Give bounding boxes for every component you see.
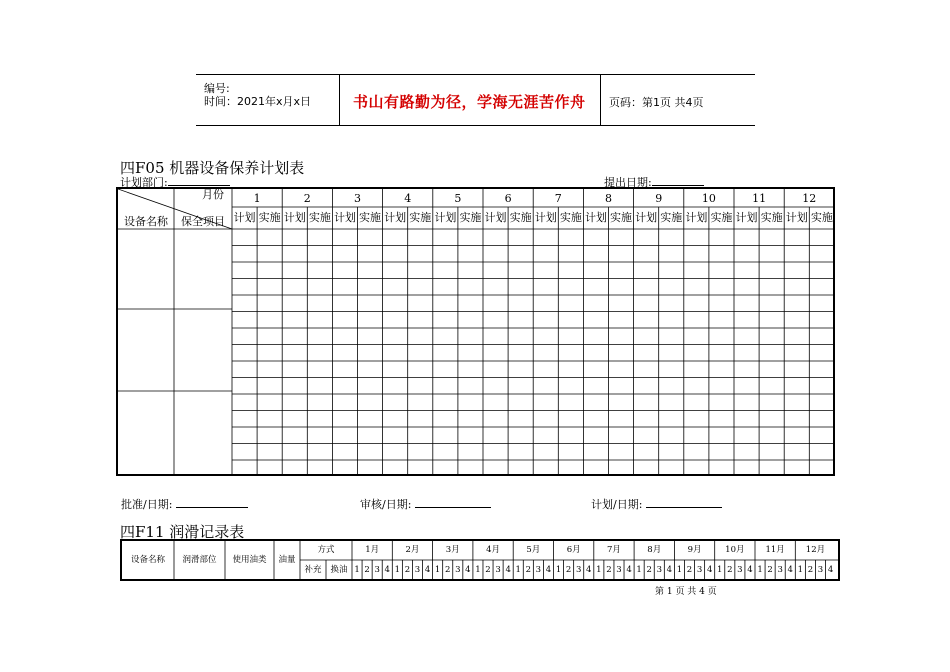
lub-week-label: 2 — [646, 565, 652, 575]
lub-week-label: 1 — [757, 565, 763, 575]
oil-type-col-label: 使用油类 — [232, 555, 267, 565]
lub-week-label: 4 — [505, 565, 511, 575]
lub-week-label: 2 — [767, 565, 773, 575]
maintenance-plan-table — [116, 187, 835, 476]
review-line — [415, 497, 491, 508]
exec-col-label: 实施 — [710, 211, 733, 224]
time-label: 时间：2021年x月x日 — [204, 95, 312, 108]
plan-sign-label: 计划/日期: — [591, 498, 643, 511]
exec-col-label: 实施 — [258, 211, 281, 224]
exec-col-label: 实施 — [359, 211, 382, 224]
exec-col-label: 实施 — [559, 211, 582, 224]
exec-col-label: 实施 — [660, 211, 683, 224]
form2-title: 四F11 润滑记录表 — [120, 523, 245, 541]
lub-week-label: 1 — [555, 565, 562, 575]
lub-month-label: 9月 — [687, 545, 702, 555]
lub-week-label: 3 — [817, 565, 824, 575]
lub-week-label: 4 — [706, 565, 713, 575]
plan-dept-line — [168, 175, 230, 186]
lub-month-label: 10月 — [725, 545, 745, 555]
exec-col-label: 实施 — [409, 211, 432, 224]
plan-col-label: 计划 — [735, 211, 758, 224]
lub-week-label: 3 — [696, 565, 703, 575]
month-number: 9 — [655, 192, 663, 205]
plan-col-label: 计划 — [384, 211, 407, 224]
lub-month-label: 1月 — [365, 545, 380, 555]
lub-month-label: 11月 — [765, 545, 785, 555]
plan-col-label: 计划 — [584, 211, 607, 224]
lub-week-label: 4 — [787, 565, 793, 575]
submit-date-label: 提出日期: — [604, 176, 652, 189]
lub-week-label: 1 — [596, 565, 602, 575]
method-fill-label: 补充 — [304, 565, 322, 575]
lub-week-label: 3 — [575, 565, 582, 575]
lub-week-label: 3 — [777, 565, 783, 575]
lub-week-label: 2 — [444, 565, 451, 575]
lub-week-label: 3 — [414, 565, 421, 575]
exec-col-label: 实施 — [509, 211, 532, 224]
lub-week-label: 4 — [666, 565, 673, 575]
month-number: 10 — [701, 192, 716, 205]
month-number: 8 — [604, 192, 612, 205]
lub-week-label: 4 — [626, 565, 632, 575]
method-label: 方式 — [317, 545, 335, 555]
lub-month-label: 6月 — [566, 545, 581, 555]
lub-week-label: 4 — [747, 565, 753, 575]
plan-dept-label: 计划部门: — [120, 176, 168, 189]
method-change-label: 换油 — [330, 565, 348, 575]
lub-month-label: 8月 — [647, 545, 662, 555]
exec-col-label: 实施 — [810, 211, 833, 224]
exec-col-label: 实施 — [308, 211, 331, 224]
plan-col-label: 计划 — [534, 211, 557, 224]
plan-col-label: 计划 — [685, 211, 708, 224]
lub-week-label: 3 — [455, 565, 461, 575]
lub-week-label: 1 — [475, 565, 481, 575]
item-header-label: 保全项目 — [181, 215, 225, 228]
lub-week-label: 4 — [465, 565, 471, 575]
plan-col-label: 计划 — [484, 211, 507, 224]
exec-col-label: 实施 — [459, 211, 482, 224]
review-label: 审核/日期: — [360, 498, 412, 511]
lub-week-label: 2 — [525, 565, 531, 575]
lub-week-label: 1 — [515, 565, 521, 575]
lub-week-label: 2 — [727, 565, 733, 575]
footer-page: 第 1 页 共 4 页 — [655, 587, 717, 597]
lub-week-label: 3 — [374, 565, 380, 575]
part-col-label: 润滑部位 — [182, 555, 217, 565]
maintenance-grid — [118, 189, 833, 474]
lub-month-label: 4月 — [486, 545, 500, 555]
header-page-cell — [600, 75, 756, 125]
lub-week-label: 1 — [394, 565, 401, 575]
approve-line — [176, 497, 248, 508]
lub-week-label: 3 — [495, 565, 501, 575]
lub-week-label: 1 — [636, 565, 642, 575]
page-label: 页码：第1页 共4页 — [609, 96, 704, 109]
month-number: 11 — [752, 192, 767, 205]
lub-week-label: 3 — [616, 565, 622, 575]
month-number: 5 — [454, 192, 462, 205]
lub-week-label: 4 — [384, 565, 390, 575]
plan-sign-field[interactable] — [591, 496, 722, 512]
month-number: 6 — [504, 192, 512, 205]
submit-date-line — [652, 175, 704, 186]
lub-month-label: 7月 — [606, 545, 621, 555]
lub-month-label: 12月 — [805, 545, 826, 555]
lub-week-label: 1 — [434, 565, 441, 575]
motto: 书山有路勤为径，学海无涯苦作舟 — [353, 93, 586, 111]
month-number: 3 — [353, 192, 361, 205]
plan-col-label: 计划 — [233, 211, 256, 224]
plan-col-label: 计划 — [434, 211, 457, 224]
plan-col-label: 计划 — [635, 211, 658, 224]
lub-week-label: 1 — [717, 565, 723, 575]
lub-week-label: 2 — [807, 565, 814, 575]
plan-col-label: 计划 — [785, 211, 808, 224]
lub-week-label: 4 — [586, 565, 592, 575]
month-number: 12 — [802, 192, 817, 205]
lub-week-label: 2 — [565, 565, 572, 575]
lub-week-label: 4 — [424, 565, 431, 575]
lub-month-label: 3月 — [445, 545, 460, 555]
lub-week-label: 3 — [737, 565, 743, 575]
lub-week-label: 4 — [545, 565, 552, 575]
lub-week-label: 3 — [656, 565, 662, 575]
lubrication-table — [120, 539, 840, 581]
month-number: 1 — [253, 192, 261, 205]
lub-week-label: 2 — [404, 565, 411, 575]
exec-col-label: 实施 — [610, 211, 633, 224]
lub-week-label: 3 — [535, 565, 542, 575]
lub-week-label: 1 — [354, 565, 360, 575]
approve-label: 批准/日期: — [121, 498, 173, 511]
exec-col-label: 实施 — [760, 211, 783, 224]
plan-col-label: 计划 — [283, 211, 306, 224]
plan-sign-line — [646, 497, 722, 508]
lub-week-label: 2 — [364, 565, 370, 575]
lub-week-label: 2 — [606, 565, 612, 575]
form1-title: 四F05 机器设备保养计划表 — [120, 159, 305, 177]
lub-week-label: 2 — [686, 565, 693, 575]
equipment-header-label: 设备名称 — [124, 215, 168, 228]
approve-field[interactable] — [121, 496, 248, 512]
month-number: 7 — [554, 192, 562, 205]
document-header — [196, 74, 755, 126]
equipment-col-label: 设备名称 — [130, 555, 165, 565]
month-header-label: 月份 — [202, 188, 224, 201]
header-meta — [196, 75, 339, 125]
review-field[interactable] — [360, 496, 491, 512]
lub-week-label: 4 — [827, 565, 834, 575]
month-number: 2 — [303, 192, 311, 205]
lub-month-label: 5月 — [526, 545, 541, 555]
lub-week-label: 2 — [485, 565, 491, 575]
month-number: 4 — [404, 192, 412, 205]
lub-month-label: 2月 — [405, 545, 420, 555]
number-label: 编号: — [204, 82, 230, 95]
lub-week-label: 1 — [676, 565, 683, 575]
amount-col-label: 油量 — [278, 555, 296, 565]
lub-week-label: 1 — [797, 565, 804, 575]
plan-col-label: 计划 — [333, 211, 356, 224]
